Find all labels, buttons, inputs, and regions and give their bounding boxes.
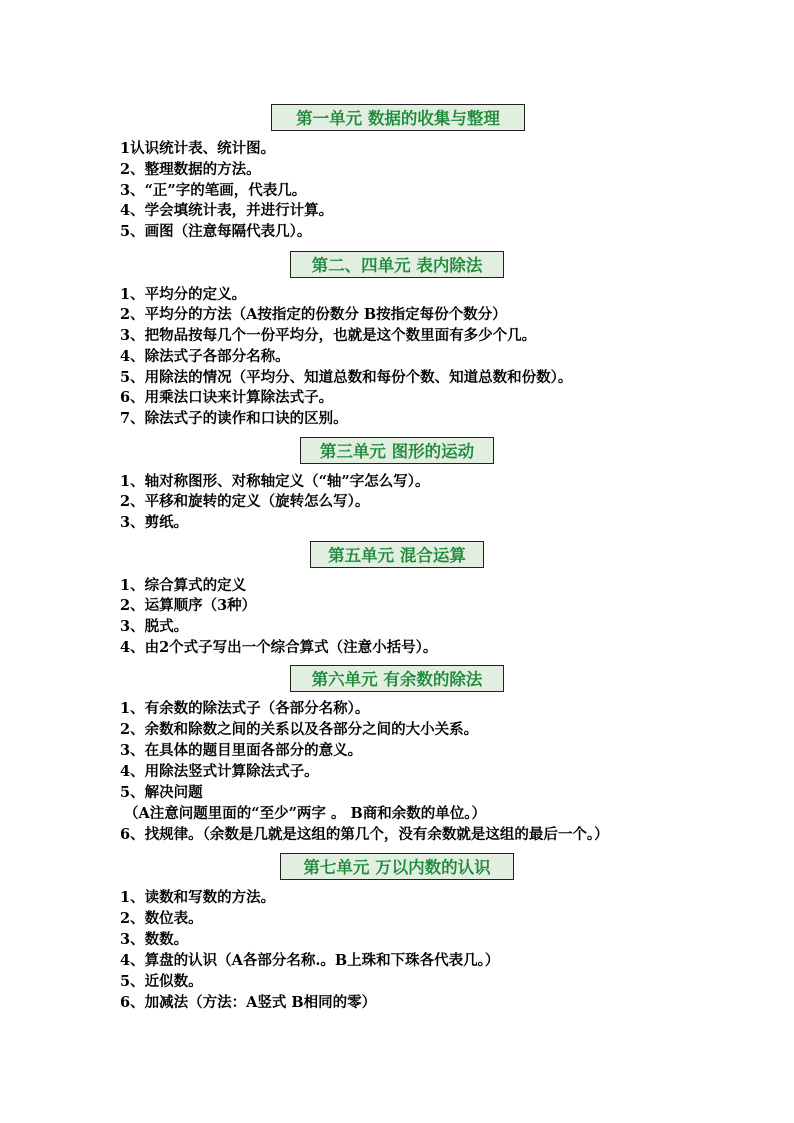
section-title-unit-5: 第五单元 混合运算 (310, 541, 484, 568)
list-item: 5、画图（注意每隔代表几）。 (120, 223, 312, 240)
list-item: 3、数数。 (120, 931, 189, 948)
list-item: 3、在具体的题目里面各部分的意义。 (120, 742, 363, 759)
list-item: 1、有余数的除法式子（各部分名称）。 (120, 700, 370, 717)
list-item: 1、轴对称图形、对称轴定义（“轴”字怎么写）。 (120, 473, 430, 490)
list-item: 5、用除法的情况（平均分、知道总数和每份个数、知道总数和份数）。 (120, 369, 573, 386)
list-item: 3、剪纸。 (120, 514, 189, 531)
list-item: 6、加减法（方法：A竖式 B相同的零） (120, 994, 377, 1011)
list-item: 1认识统计表、统计图。 (120, 140, 276, 157)
list-item: 2、整理数据的方法。 (120, 161, 261, 178)
section-title-unit-6: 第六单元 有余数的除法 (290, 665, 504, 692)
section-title-unit-3: 第三单元 图形的运动 (300, 437, 494, 464)
list-item: 2、平均分的方法（A按指定的份数分 B按指定每份个数分） (120, 306, 507, 323)
list-item: （A注意问题里面的“至少”两字 。 B商和余数的单位。） (124, 805, 487, 822)
list-item: 2、平移和旋转的定义（旋转怎么写）。 (120, 493, 370, 510)
list-item: 1、平均分的定义。 (120, 286, 247, 303)
list-item: 5、解决问题 (120, 784, 203, 801)
list-item: 3、“正”字的笔画，代表几。 (120, 182, 307, 199)
section-title-unit-1: 第一单元 数据的收集与整理 (271, 104, 525, 131)
list-item: 2、数位表。 (120, 910, 203, 927)
list-item: 4、除法式子各部分名称。 (120, 348, 290, 365)
list-item: 1、读数和写数的方法。 (120, 889, 276, 906)
list-item: 7、除法式子的读作和口诀的区别。 (120, 410, 348, 427)
list-item: 4、算盘的认识（A各部分名称.。B上珠和下珠各代表几。） (120, 952, 500, 969)
list-item: 4、学会填统计表，并进行计算。 (120, 202, 334, 219)
list-item: 6、用乘法口诀来计算除法式子。 (120, 389, 334, 406)
list-item: 3、脱式。 (120, 618, 189, 635)
section-title-unit-7: 第七单元 万以内数的认识 (280, 853, 514, 880)
list-item: 6、找规律。（余数是几就是这组的第几个，没有余数就是这组的最后一个。） (120, 826, 609, 843)
list-item: 5、近似数。 (120, 973, 203, 990)
list-item: 4、由2个式子写出一个综合算式（注意小括号）。 (120, 639, 438, 656)
list-item: 2、余数和除数之间的关系以及各部分之间的大小关系。 (120, 721, 479, 738)
list-item: 2、运算顺序（3种） (120, 597, 257, 614)
list-item: 1、综合算式的定义 (120, 577, 247, 594)
list-item: 4、用除法竖式计算除法式子。 (120, 763, 319, 780)
section-title-unit-2-4: 第二、四单元 表内除法 (290, 251, 504, 278)
list-item: 3、把物品按每几个一份平均分，也就是这个数里面有多少个几。 (120, 327, 537, 344)
